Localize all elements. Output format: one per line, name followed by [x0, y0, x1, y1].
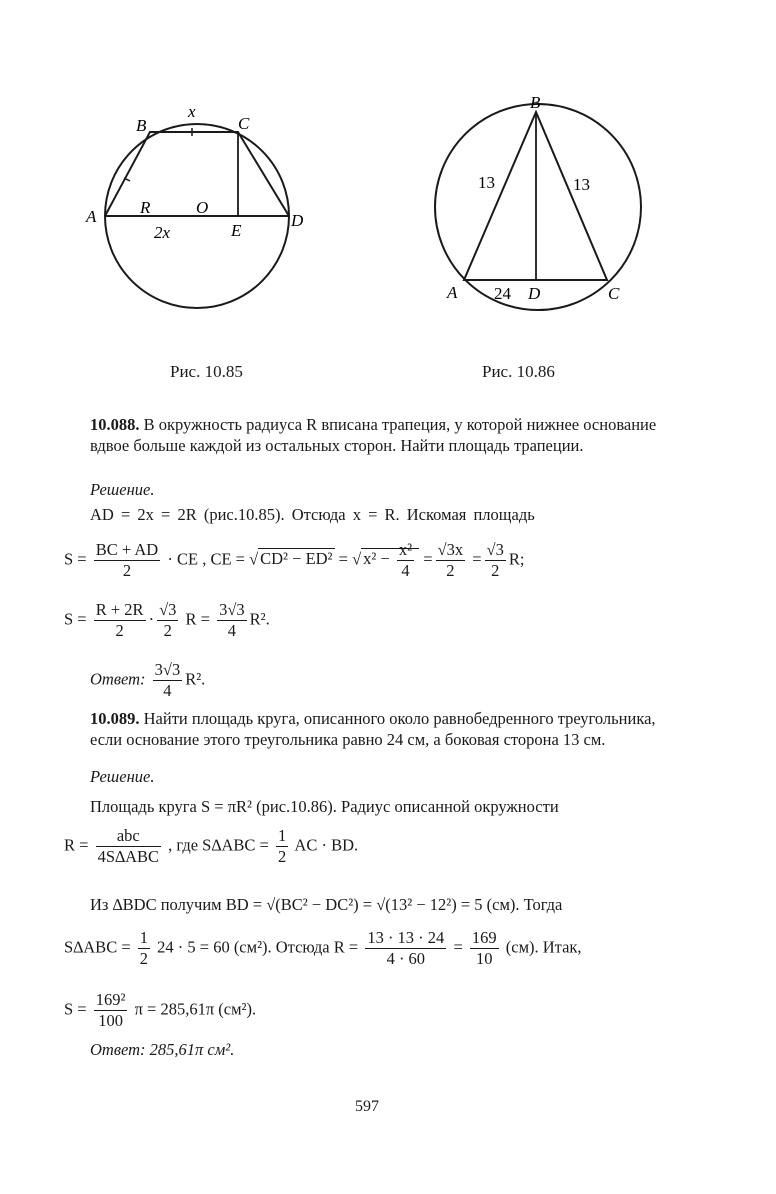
fig2-label-B: B	[530, 93, 541, 112]
fig1-label-2x: 2x	[154, 223, 171, 242]
fig1-label-A: A	[86, 207, 97, 226]
problem-number: 10.089.	[90, 709, 140, 728]
solution-line-2: S = $\frac{BC + AD}{2}$ · CE , CE = √ CD² − ED² = √ x² − $\frac{\text{x²}}{4}$ = $\frac{√3x}{2}$ = $\frac{√3}{2}$ R;	[64, 540, 525, 580]
problem-text: Найти площадь круга, описанного около равнобедренного треугольника, если основание этого треугольника равно 24 см, а боковая сторона 13 см.	[90, 709, 656, 749]
fig1-label-E: E	[231, 221, 242, 240]
answer-10-088: Ответ: $\frac{3√3}{4}$ R².	[90, 660, 206, 700]
solution2-line-4: S∆ABC = $\frac{1}{2}$ 24 · 5 = 60 (см²). Отсюда R = $\frac{13 \cdot 13 \cdot 24}{4 \cdot 60}$ = $\frac{169}{10}$ (см). Итак,	[64, 928, 582, 968]
fig2-label-24: 24	[494, 284, 511, 303]
answer-10-089: Ответ: 285,61π см².	[90, 1040, 235, 1059]
caption-10-85: Рис. 10.85	[170, 362, 243, 381]
fig2-label-13-left: 13	[478, 173, 495, 192]
solution2-line-5: S = $\frac{\text{169²}}{100}$ π = 285,61π (см²).	[64, 990, 257, 1030]
solution2-line-1: Площадь круга S = πR² (рис.10.86). Радиус описанной окружности	[90, 797, 559, 816]
fig2-label-A: A	[447, 283, 458, 302]
solution-label-2: Решение.	[90, 767, 155, 786]
problem-10-088	[90, 414, 686, 456]
figure-10-85	[80, 95, 320, 335]
fig1-label-B: B	[136, 116, 147, 135]
fig1-label-x: x	[188, 102, 196, 121]
solution-label: Решение.	[90, 480, 155, 499]
fig1-label-D: D	[291, 211, 304, 230]
solution2-line-3: Из ∆BDC получим BD = √(BC² − DC²) = √(13² − 12²) = 5 (см). Тогда	[90, 895, 563, 914]
fig2-label-D: D	[528, 284, 541, 303]
problem-text: В окружность радиуса R вписана трапеция, у которой нижнее основание вдвое больше каждой из остальных сторон. Найти площадь трапеции.	[90, 415, 657, 455]
problem-10-089	[90, 708, 686, 750]
fig2-label-13-right: 13	[573, 175, 590, 194]
fig1-label-R: R	[140, 198, 151, 217]
caption-10-86: Рис. 10.86	[482, 362, 555, 381]
fig1-label-O: O	[196, 198, 209, 217]
solution-line-3: S = $\frac{R + 2R}{2}$ · $\frac{√3}{2}$ R = $\frac{3√3}{4}$ R².	[64, 600, 270, 640]
solution-line-1: AD = 2x = 2R (рис.10.85). Отсюда x = R. Искомая площадь	[90, 505, 535, 524]
problem-number: 10.088.	[90, 415, 140, 434]
fig2-label-C: C	[608, 284, 620, 303]
figure-10-86	[420, 90, 660, 330]
fig1-label-C: C	[238, 114, 250, 133]
page-number: 597	[355, 1098, 379, 1115]
solution2-line-2: R = $\frac{\text{abc}}{\text{4S∆ABC}}$ , где S∆ABC = $\frac{1}{2}$ AC · BD.	[64, 826, 359, 866]
